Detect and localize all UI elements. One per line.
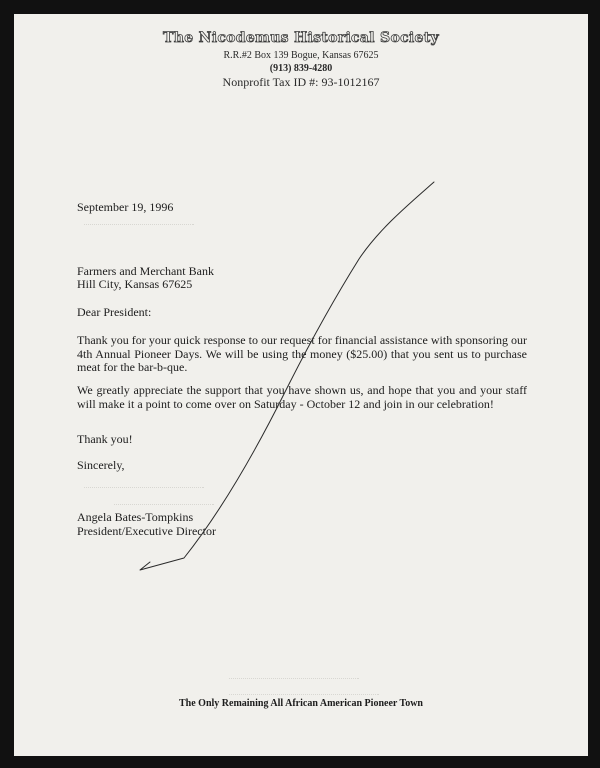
- backing-mark: [27, 733, 30, 736]
- closing: Sincerely,: [77, 458, 125, 472]
- body-paragraph-1: Thank you for your quick response to our request for financial assistance with sponsoring our 4th Annual Pioneer Days. We will be using the money ($25.00) that you sent us to purchase meat for the bar-b-que.: [77, 333, 527, 374]
- recipient-name: Farmers and Merchant Bank: [77, 264, 214, 278]
- letter-date: September 19, 1996: [77, 200, 174, 214]
- letterhead-address: R.R.#2 Box 139 Bogue, Kansas 67625: [223, 50, 379, 61]
- footer-tagline: The Only Remaining All African American Pioneer Town: [179, 698, 423, 709]
- pen-check-mark: [14, 14, 588, 756]
- recipient-city: Hill City, Kansas 67625: [77, 277, 193, 291]
- letterhead-org-name: The Nicodemus Historical Society: [163, 30, 439, 46]
- thank-you-line: Thank you!: [77, 432, 133, 446]
- letterhead-tax-id: Nonprofit Tax ID #: 93-1012167: [222, 75, 380, 89]
- signer-title: President/Executive Director: [77, 524, 216, 538]
- letterhead-phone: (913) 839-4280: [269, 63, 333, 74]
- letter-page: [14, 14, 588, 756]
- body-paragraph-2: We greatly appreciate the support that you have shown us, and hope that you and your staff will make it a point to come over on Saturday - October 12 and join in our celebration!: [77, 383, 527, 411]
- backing-mark: [58, 735, 62, 737]
- signer-name: Angela Bates-Tompkins: [77, 510, 194, 524]
- salutation: Dear President:: [77, 305, 152, 319]
